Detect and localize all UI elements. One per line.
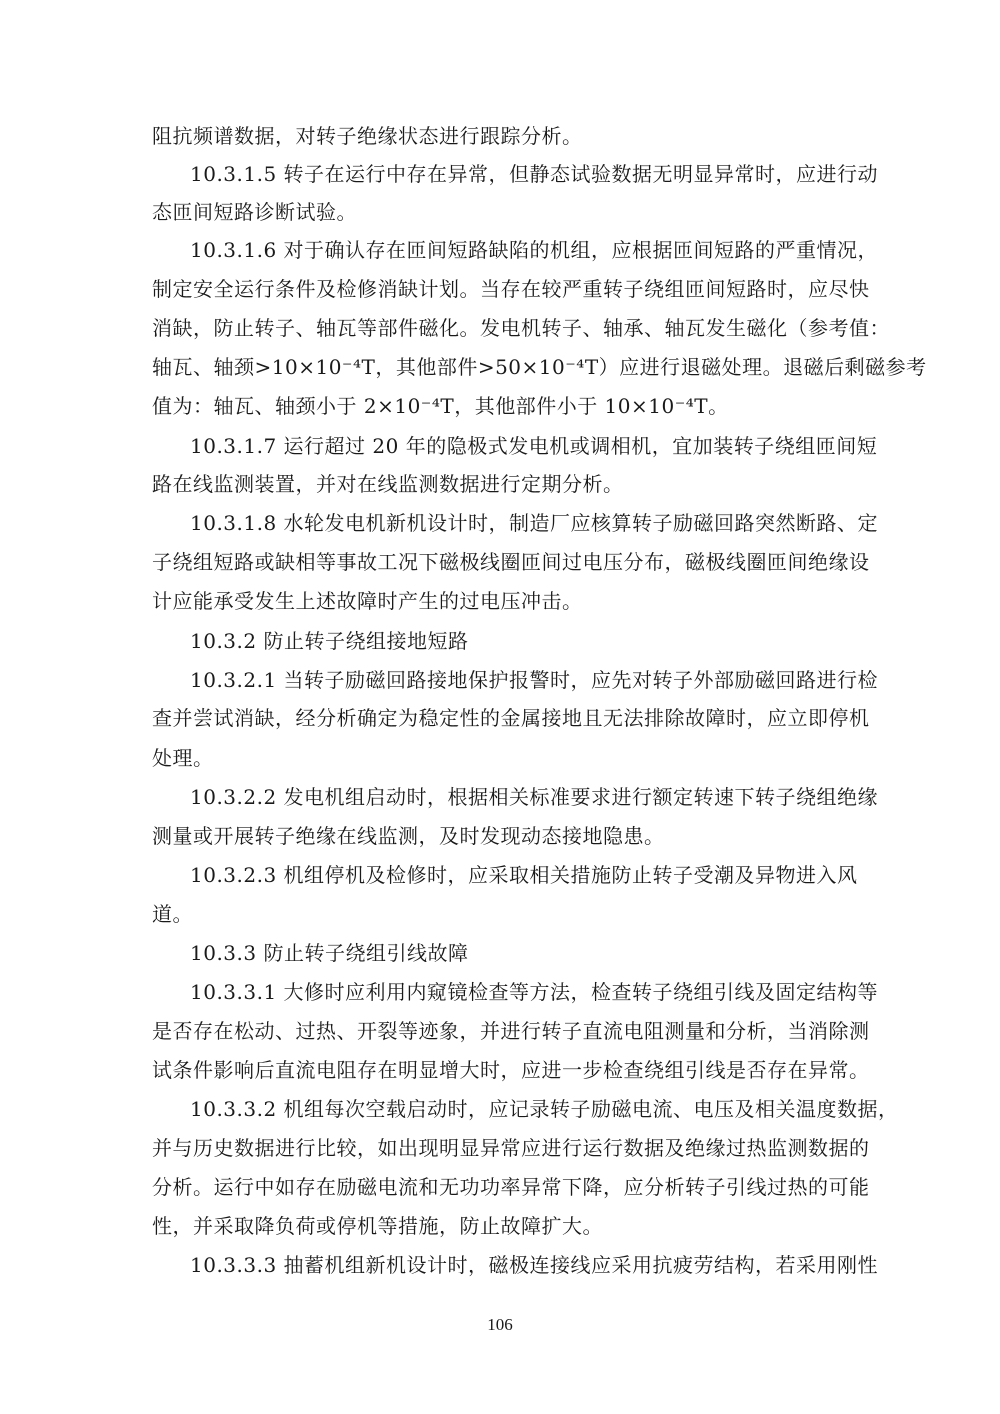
- text-line: 分析。运行中如存在励磁电流和无功功率异常下降，应分析转子引线过热的可能: [152, 1175, 870, 1199]
- clause-10-3-1-6: 10.3.1.6 对于确认存在匝间短路缺陷的机组，应根据匝间短路的严重情况，: [190, 238, 879, 262]
- clause-10-3-3-3: 10.3.3.3 抽蓄机组新机设计时，磁极连接线应采用抗疲劳结构，若采用刚性: [190, 1253, 879, 1277]
- clause-10-3-2-2: 10.3.2.2 发电机组启动时，根据相关标准要求进行额定转速下转子绕组绝缘: [190, 785, 879, 809]
- text-line: 轴瓦、轴颈>10×10⁻⁴T，其他部件>50×10⁻⁴T）应进行退磁处理。退磁后剩磁参考: [152, 355, 927, 379]
- text-line: 值为：轴瓦、轴颈小于 2×10⁻⁴T，其他部件小于 10×10⁻⁴T。: [152, 394, 729, 418]
- section-heading-10-3-3: 10.3.3 防止转子绕组引线故障: [190, 941, 469, 965]
- clause-10-3-3-1: 10.3.3.1 大修时应利用内窥镜检查等方法，检查转子绕组引线及固定结构等: [190, 980, 879, 1004]
- text-line: 处理。: [152, 746, 214, 770]
- text-line: 态匝间短路诊断试验。: [152, 200, 357, 224]
- text-line: 子绕组短路或缺相等事故工况下磁极线圈匝间过电压分布，磁极线圈匝间绝缘设: [152, 550, 870, 574]
- text-line: 计应能承受发生上述故障时产生的过电压冲击。: [152, 589, 583, 613]
- text-line: 试条件影响后直流电阻存在明显增大时，应进一步检查绕组引线是否存在异常。: [152, 1058, 870, 1082]
- clause-10-3-1-8: 10.3.1.8 水轮发电机新机设计时，制造厂应核算转子励磁回路突然断路、定: [190, 511, 879, 535]
- text-line: 阻抗频谱数据，对转子绝缘状态进行跟踪分析。: [152, 124, 583, 148]
- page-number: 106: [487, 1315, 513, 1334]
- clause-10-3-2-1: 10.3.2.1 当转子励磁回路接地保护报警时，应先对转子外部励磁回路进行检: [190, 668, 879, 692]
- text-line: 消缺，防止转子、轴瓦等部件磁化。发电机转子、轴承、轴瓦发生磁化（参考值：: [152, 316, 890, 340]
- text-line: 制定安全运行条件及检修消缺计划。当存在较严重转子绕组匝间短路时，应尽快: [152, 277, 870, 301]
- section-heading-10-3-2: 10.3.2 防止转子绕组接地短路: [190, 629, 469, 653]
- text-line: 是否存在松动、过热、开裂等迹象，并进行转子直流电阻测量和分析，当消除测: [152, 1019, 870, 1043]
- clause-10-3-3-2: 10.3.3.2 机组每次空载启动时，应记录转子励磁电流、电压及相关温度数据，: [190, 1097, 899, 1121]
- text-line: 并与历史数据进行比较，如出现明显异常应进行运行数据及绝缘过热监测数据的: [152, 1136, 870, 1160]
- clause-10-3-2-3: 10.3.2.3 机组停机及检修时，应采取相关措施防止转子受潮及异物进入风: [190, 863, 858, 887]
- text-line: 路在线监测装置，并对在线监测数据进行定期分析。: [152, 472, 624, 496]
- text-line: 查并尝试消缺，经分析确定为稳定性的金属接地且无法排除故障时，应立即停机: [152, 706, 870, 730]
- clause-10-3-1-7: 10.3.1.7 运行超过 20 年的隐极式发电机或调相机，宜加装转子绕组匝间短: [190, 434, 878, 458]
- text-line: 性，并采取降负荷或停机等措施，防止故障扩大。: [152, 1214, 603, 1238]
- text-line: 道。: [152, 902, 193, 926]
- text-line: 测量或开展转子绝缘在线监测，及时发现动态接地隐患。: [152, 824, 665, 848]
- clause-10-3-1-5: 10.3.1.5 转子在运行中存在异常，但静态试验数据无明显异常时，应进行动: [190, 162, 879, 186]
